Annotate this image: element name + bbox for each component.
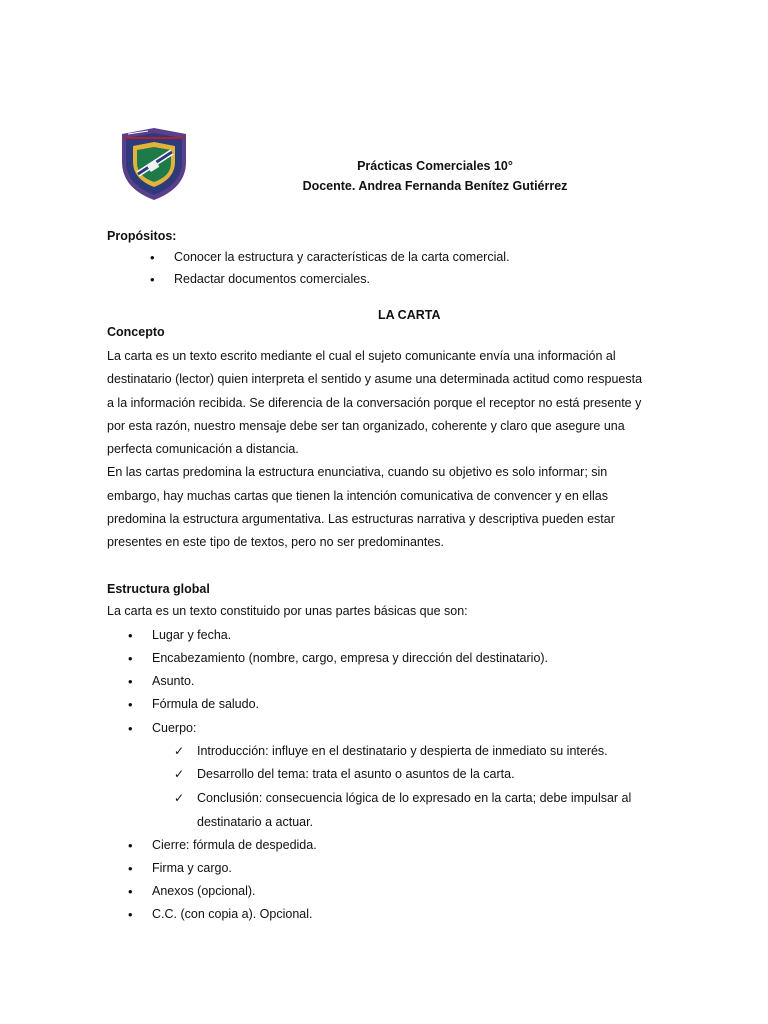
bullet-icon: • [128,907,133,922]
checkmark-icon: ✓ [174,791,185,805]
text-line: por esta razón, nuestro mensaje debe ser tan organizado, coherente y claro que asegure una [107,418,625,433]
bullet-icon: • [150,250,155,265]
bullet-icon: • [128,697,133,712]
text-line: presentes en este tipo de textos, pero no ser predominantes. [107,535,445,550]
checkmark-icon: ✓ [174,767,185,781]
text-line: embargo, hay muchas cartas que tienen la intención comunicativa de convencer y en ellas [107,488,608,503]
text-line: predomina la estructura argumentativa. Las estructuras narrativa y descriptiva pueden estar [107,512,615,527]
bullet-icon: • [128,651,133,666]
course-title: Prácticas Comerciales 10° [357,159,513,173]
school-crest-icon [118,126,190,202]
text-line: perfecta comunicación a distancia. [107,442,299,457]
structure-heading: Estructura global [107,582,210,596]
bullet-icon: • [128,861,133,876]
bullet-icon: • [128,721,133,736]
bullet-icon: • [128,628,133,643]
purposes-heading: Propósitos: [107,229,177,243]
sub-list-item-continuation: destinatario a actuar. [197,815,314,829]
bullet-icon: • [150,272,155,287]
concept-paragraph [107,345,667,555]
text-line: En las cartas predomina la estructura enunciativa, cuando su objetivo es solo informar; sin [107,465,608,480]
section-title: LA CARTA [378,308,441,322]
teacher-name: Docente. Andrea Fernanda Benítez Gutiérrez [302,179,568,193]
text-line: La carta es un texto escrito mediante el cual el sujeto comunicante envía una información al [107,349,616,363]
bullet-icon: • [128,838,133,853]
concept-heading: Concepto [107,325,165,339]
bullet-icon: • [128,674,133,689]
text-line: destinatario (lector) quien interpreta el sentido y asume una determinada actitud como respuesta [107,372,643,387]
text-line: a la información recibida. Se diferencia de la conversación porque el receptor no está presente y [107,395,642,410]
structure-intro: La carta es un texto constituido por unas partes básicas que son: [107,604,468,618]
bullet-icon: • [128,884,133,899]
document-page: Prácticas Comerciales 10° Docente. Andrea Fernanda Benítez Gutiérrez Propósitos: • Conocer la estructura y características de la carta comercial. • Redactar documentos comerciales. LA CARTA Concepto La carta es un texto escrito mediante el cual el sujeto comunicante envía una información al destinatario (lector) quien interpreta el sentido y asume una determinada actitud como respuesta a la información recibida. Se diferencia de la conversación porque el receptor no está presente y por esta razón, nuestro mensaje debe ser tan organizado, coherente y claro que asegure una perfecta comunicación a distancia. En las cartas predomina la estructura enunciativa, cuando su objetivo es solo informar; sin embargo, hay muchas cartas que tienen la intención comunicativa de convencer y en ellas predomina la estructura argumentativa. Las estructuras narrativa y descriptiva pueden estar presentes en este tipo de textos, pero no ser predominantes. Estructura global La carta es un texto constituido por unas partes básicas que son: • Lugar y fecha. • Encabezamiento (nombre, cargo, empresa y dirección del destinatario). • Asunto. • Fórmula de saludo. • Cuerpo: ✓ Introducción: influye en el destinatario y despierta de inmediato su interés. ✓ Desarrollo del tema: trata el asunto o asuntos de la carta. ✓ Conclusión: consecuencia lógica de lo expresado en la carta; debe impulsar al destinatario a actuar. • Cierre: fórmula de despedida. • Firma y cargo. • Anexos (opcional). • C.C. (con copia a). Opcional. [0,0,768,1024]
checkmark-icon: ✓ [174,744,185,758]
